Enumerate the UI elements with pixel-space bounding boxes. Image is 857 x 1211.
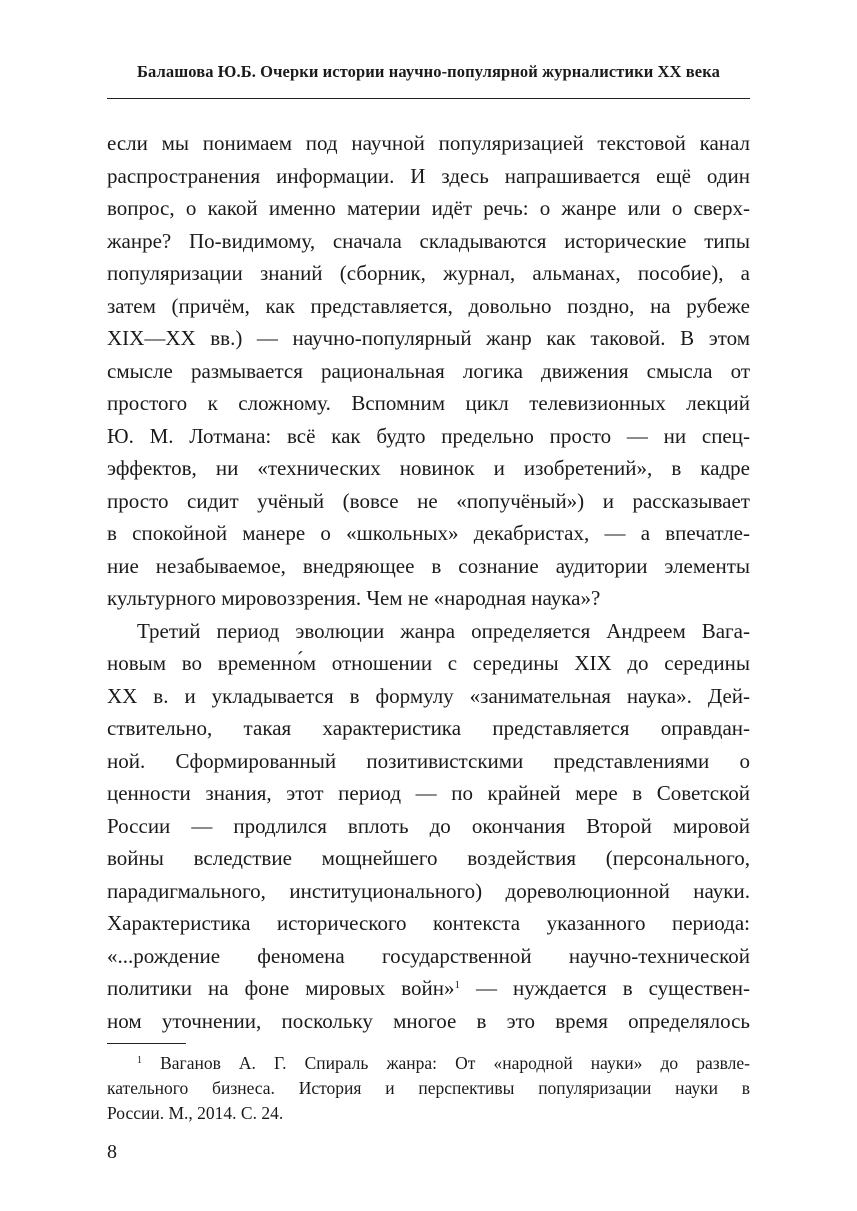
header-rule (107, 98, 750, 99)
text-line: популяризации знаний (сборник, журнал, альманах, пособие), а (107, 261, 750, 285)
text-line: смысле размывается рациональная логика движения смысла от (107, 359, 750, 383)
footnote-line (137, 1052, 750, 1074)
footnote-text: Ваганов А. Г. Спираль жанра: От «народной науки» до развле- (160, 1053, 750, 1073)
text-line: простого к сложному. Вспомним цикл телевизионных лекций (107, 391, 750, 415)
text-line: новым во временно́м отношении с середины XIX до середины (107, 651, 750, 675)
text-line: если мы понимаем под научной популяризацией текстовой канал (107, 131, 750, 155)
text-line: ной. Сформированный позитивистскими представлениями о (107, 749, 750, 773)
text-line: войны вследствие мощнейшего воздействия (персонального, (107, 846, 750, 870)
text-line: просто сидит учёный (вовсе не «попучёный») и рассказывает (107, 489, 750, 513)
text-line: России — продлился вплоть до окончания Второй мировой (107, 814, 750, 838)
footnote-line: кательного бизнеса. История и перспективы популяризации науки в (107, 1078, 750, 1098)
text-line: ствительно, такая характеристика представляется оправдан- (107, 716, 750, 740)
text-line: жанре? По-видимому, сначала складываются исторические типы (107, 229, 750, 253)
text-line: вопрос, о какой именно материи идёт речь: о жанре или о сверх- (107, 196, 750, 220)
text-line: Характеристика исторического контекста указанного периода: (107, 911, 750, 935)
text-line: Ю. М. Лотмана: всё как будто предельно просто — ни спец- (107, 424, 750, 448)
text-line: ние незабываемое, внедряющее в сознание аудитории элементы (107, 554, 750, 578)
footnote-marker: 1 (137, 1055, 142, 1066)
text-line: ценности знания, этот период — по крайней мере в Советской (107, 781, 750, 805)
text-line: ном уточнении, поскольку многое в это время определялось (107, 1009, 750, 1033)
text-line: «...рождение феномена государственной научно-технической (107, 944, 750, 968)
text-line: Третий период эволюции жанра определяется Андреем Вага- (137, 619, 750, 643)
text-line: XX в. и укладывается в формулу «занимательная наука». Дей- (107, 684, 750, 708)
text-line: эффектов, ни «технических новинок и изобретений», в кадре (107, 456, 750, 480)
text-fragment: политики на фоне мировых войн» (107, 976, 455, 1000)
text-line (107, 975, 750, 1001)
running-header: Балашова Ю.Б. Очерки истории научно-популярной журналистики XX века (137, 62, 720, 81)
text-fragment: — нуждается в существен- (476, 976, 751, 1000)
text-line: XIX—XX вв.) — научно-популярный жанр как таковой. В этом (107, 326, 750, 350)
page-number: 8 (107, 1141, 117, 1163)
footnote-rule (107, 1043, 186, 1044)
text-line: культурного мировоззрения. Чем не «народная наука»? (107, 586, 601, 610)
text-line: в спокойной манере о «школьных» декабристах, — а впечатле- (107, 521, 750, 545)
text-line: затем (причём, как представляется, довольно поздно, на рубеже (107, 294, 750, 318)
text-line: распространения информации. И здесь напрашивается ещё один (107, 164, 750, 188)
text-line: парадигмального, институционального) дореволюционной науки. (107, 879, 750, 903)
footnote-reference[interactable]: 1 (454, 979, 461, 991)
footnote-line: России. М., 2014. С. 24. (107, 1103, 284, 1123)
